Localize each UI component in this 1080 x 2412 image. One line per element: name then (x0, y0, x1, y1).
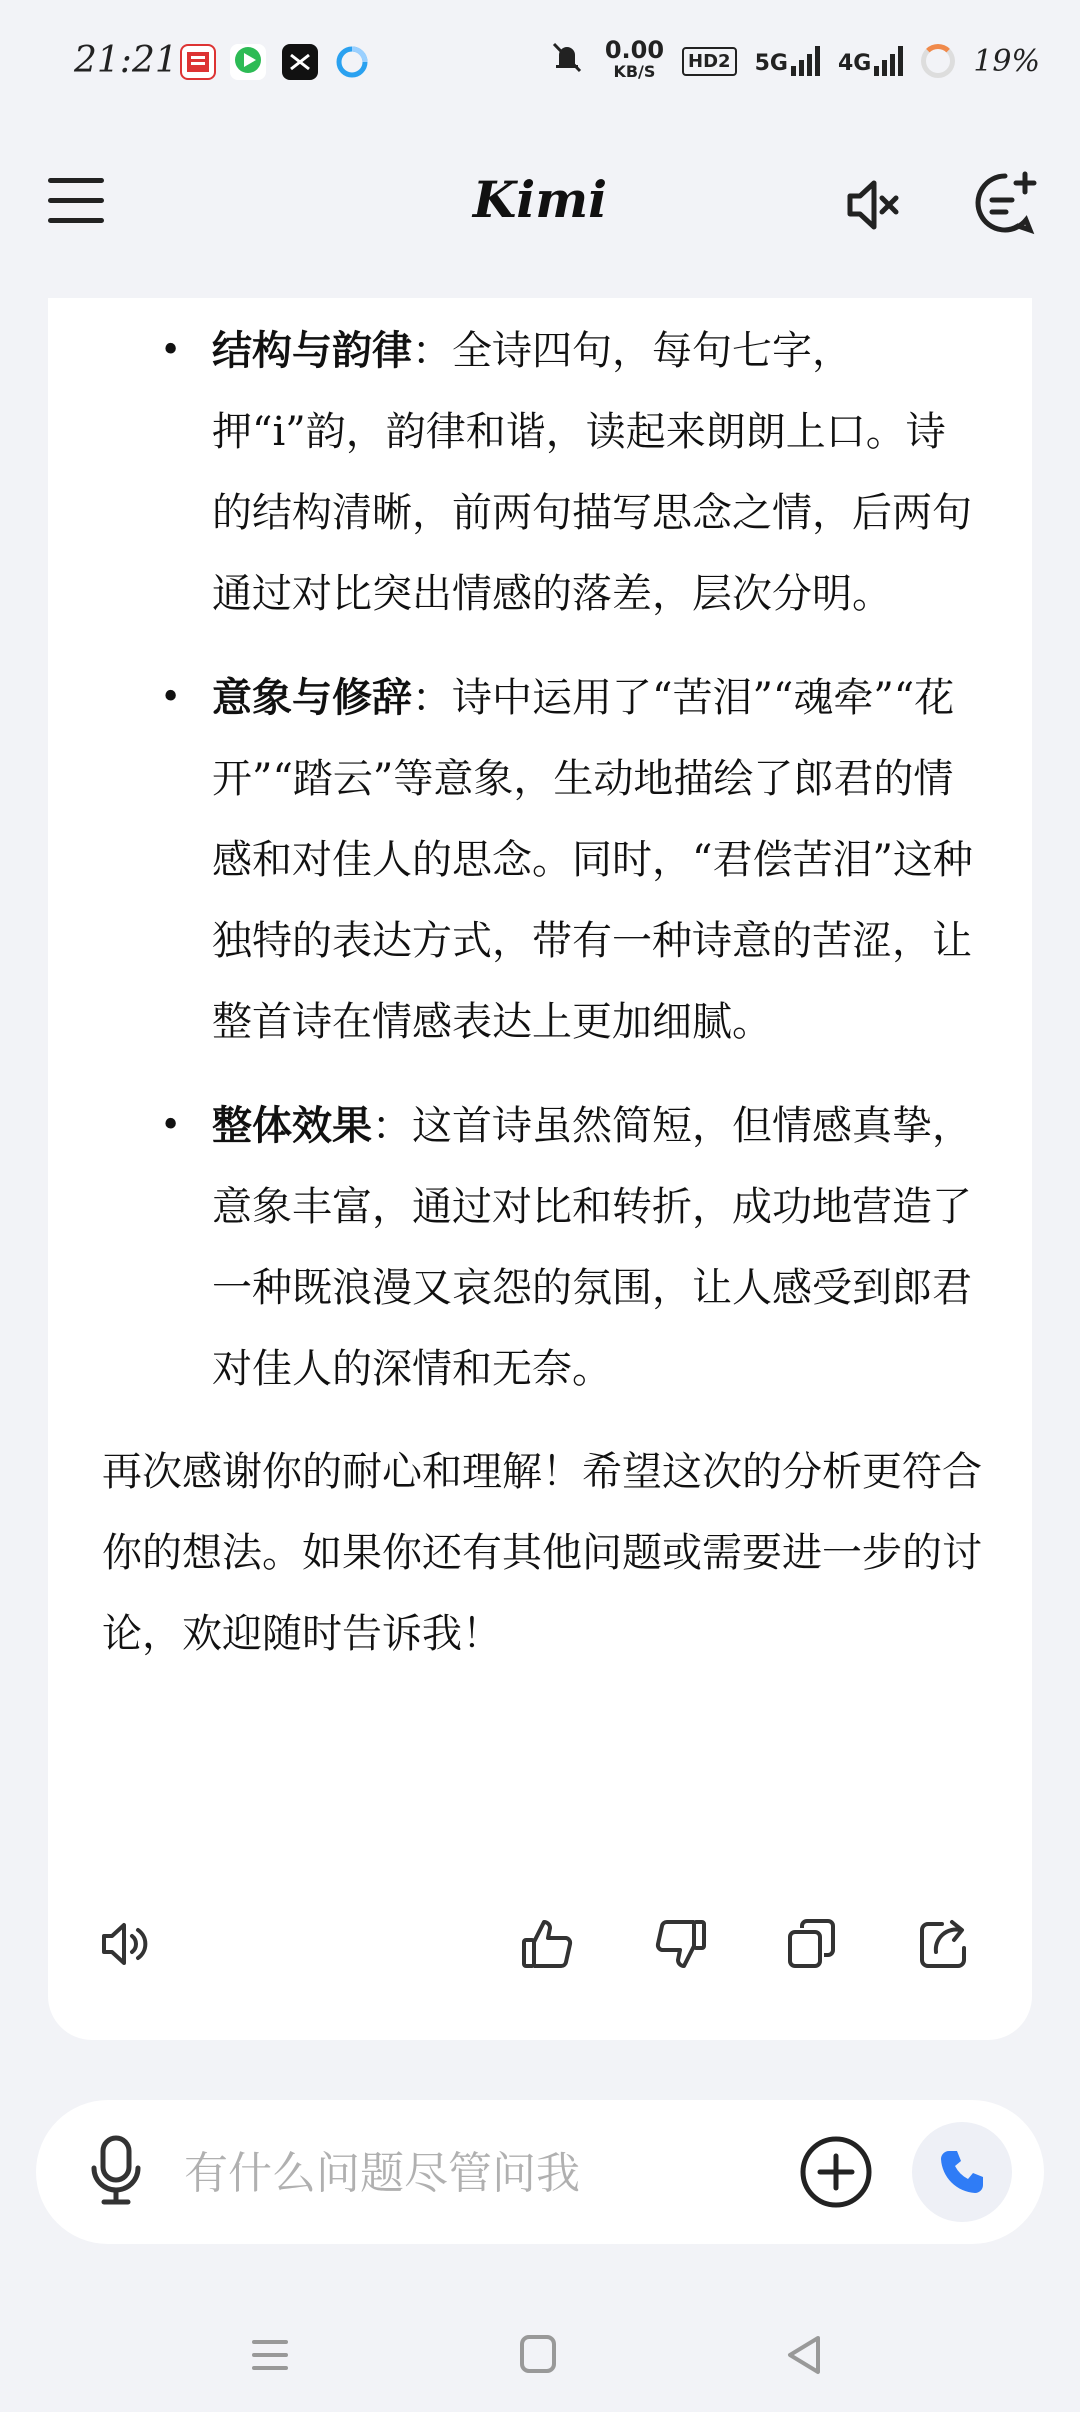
news-app-icon (180, 44, 216, 80)
closing-paragraph: 再次感谢你的耐心和理解！希望这次的分析更符合你的想法。如果你还有其他问题或需要进一步的讨论，欢迎随时告诉我！ (102, 1449, 982, 1657)
hd-badge: HD2 (682, 47, 737, 76)
thumbs-up-icon (518, 1914, 578, 1974)
speaker-icon (98, 1914, 158, 1974)
signal-5g-label: 5G (754, 51, 788, 76)
capcut-app-icon (282, 44, 318, 80)
share-button[interactable] (914, 1914, 974, 1974)
assistant-message-card (48, 298, 1032, 2040)
new-chat-icon (970, 168, 1040, 238)
network-speed (604, 36, 665, 83)
bullet-heading: 结构与韵律 (212, 327, 412, 374)
signal-4g-label: 4G (837, 51, 872, 76)
video-app-icon (230, 44, 266, 80)
new-chat-button[interactable] (970, 168, 1040, 238)
signal-5g (755, 46, 820, 76)
system-navigation-bar (0, 2300, 1080, 2412)
network-speed-value: 0.00 (604, 36, 665, 64)
speaker-mute-icon (836, 170, 906, 240)
voice-mute-button[interactable] (836, 170, 906, 240)
mute-bell-icon (547, 37, 587, 85)
page-title: Kimi (472, 170, 608, 229)
list-item (102, 1085, 982, 1410)
like-button[interactable] (518, 1914, 578, 1974)
microphone-icon (86, 2134, 146, 2210)
dislike-button[interactable] (650, 1914, 710, 1974)
back-triangle-icon (774, 2330, 834, 2380)
browser-app-icon (334, 44, 370, 80)
nav-recents-button[interactable] (240, 2330, 300, 2380)
read-aloud-button[interactable] (98, 1914, 158, 1974)
bullet-heading: 整体效果 (212, 1102, 372, 1149)
battery-icon (921, 44, 955, 78)
menu-lines-icon (240, 2330, 300, 2380)
bullet-text: ：全诗四句，每句七字，押“i”韵，韵律和谐，读起来朗朗上口。诗的结构清晰，前两句描写思念之情，后两句通过对比突出情感的落差，层次分明。 (212, 328, 972, 617)
phone-icon (935, 2145, 989, 2199)
app-header (0, 150, 1080, 260)
voice-call-button[interactable] (912, 2122, 1012, 2222)
nav-home-button[interactable] (508, 2330, 568, 2380)
signal-bars-icon (874, 46, 903, 76)
message-input[interactable] (182, 2138, 786, 2208)
share-icon (914, 1914, 974, 1974)
list-item (102, 657, 982, 1063)
thumbs-down-icon (650, 1914, 710, 1974)
square-icon (508, 2330, 568, 2380)
status-bar (0, 0, 1080, 120)
battery-percent: 19% (973, 43, 1040, 79)
bullet-text: ：诗中运用了“苦泪”“魂牵”“花开”“踏云”等意象，生动地描绘了郎君的情感和对佳人的思念。同时，“君偿苦泪”这种独特的表达方式，带有一种诗意的苦涩，让整首诗在情感表达上更加细腻。 (212, 675, 973, 1045)
bullet-text: ：这首诗虽然简短，但情感真挚，意象丰富，通过对比和转折，成功地营造了一种既浪漫又哀怨的氛围，让人感受到郎君对佳人的深情和无奈。 (212, 1103, 972, 1392)
status-time: 21:21 (74, 40, 178, 81)
message-actions (48, 1900, 1032, 1990)
network-speed-unit: KB/S (613, 62, 656, 81)
copy-icon (782, 1914, 842, 1974)
message-body (102, 310, 982, 1675)
plus-circle-icon (796, 2132, 876, 2212)
bullet-heading: 意象与修辞 (212, 674, 412, 721)
chat-input-bar (36, 2100, 1044, 2244)
signal-4g (838, 46, 903, 76)
add-attachment-button[interactable] (796, 2132, 876, 2212)
list-item (102, 310, 982, 635)
signal-bars-icon (791, 46, 820, 76)
nav-back-button[interactable] (774, 2330, 834, 2380)
status-indicators (547, 36, 1040, 86)
voice-input-button[interactable] (86, 2134, 146, 2210)
copy-button[interactable] (782, 1914, 842, 1974)
